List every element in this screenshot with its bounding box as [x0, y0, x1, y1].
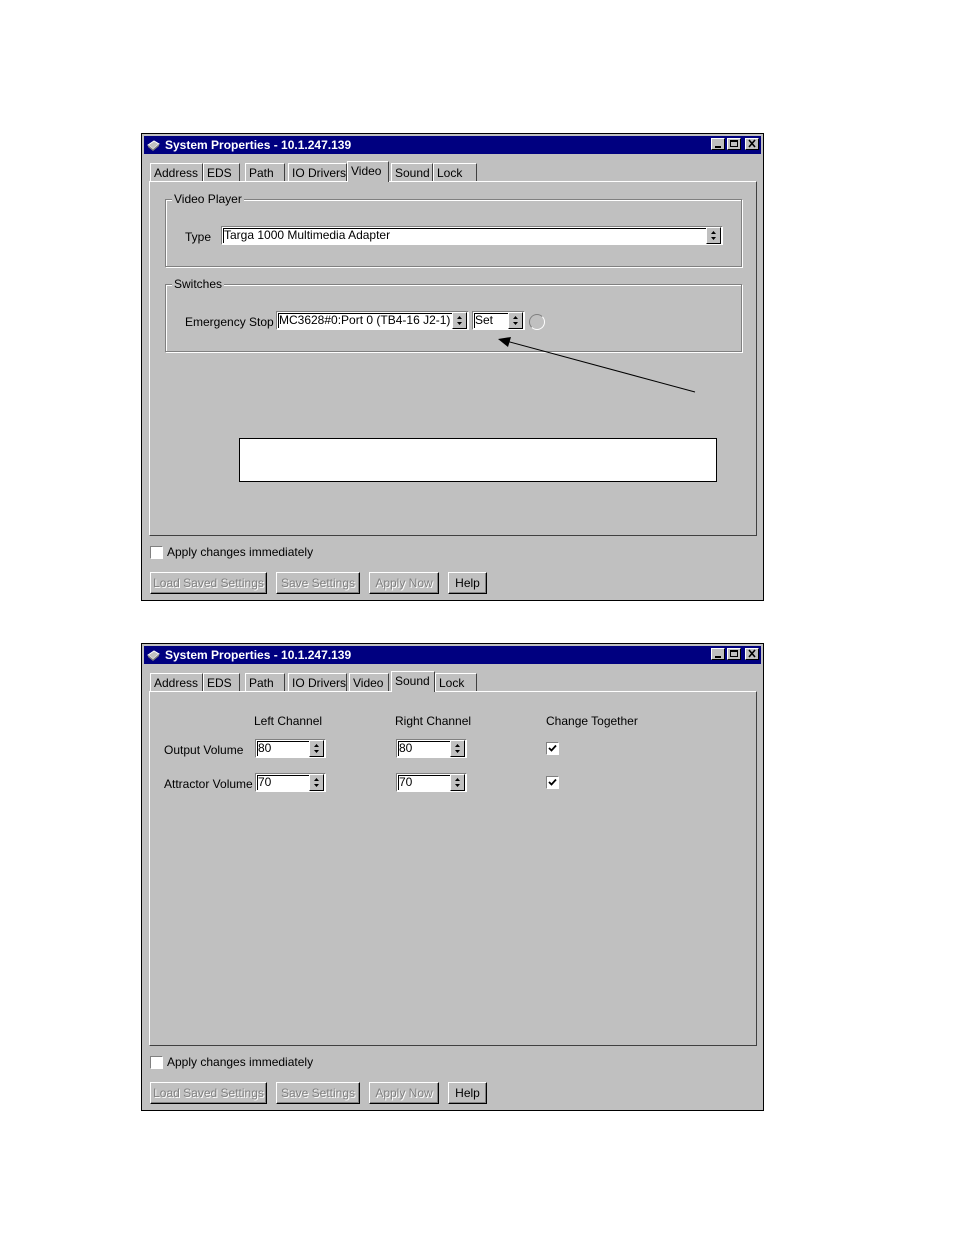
apply-immediately-label: Apply changes immediately: [167, 1055, 314, 1069]
switch-state-value: Set: [475, 313, 494, 327]
spin-arrows-icon: [451, 741, 464, 756]
close-button[interactable]: [745, 138, 759, 150]
apply-now-button[interactable]: Apply Now: [369, 1082, 439, 1104]
spin-arrows-icon: [451, 775, 464, 790]
tab-eds[interactable]: EDS: [203, 673, 240, 691]
maximize-button[interactable]: [727, 138, 741, 150]
close-icon: [746, 139, 758, 149]
maximize-button[interactable]: [727, 648, 741, 660]
close-icon: [746, 649, 758, 659]
maximize-icon: [728, 139, 740, 149]
apply-immediately-label: Apply changes immediately: [167, 545, 314, 559]
tab-sound[interactable]: Sound: [391, 671, 435, 692]
attractor-volume-right-value: 70: [399, 775, 413, 789]
change-together-header: Change Together: [546, 714, 638, 728]
system-properties-icon: [147, 649, 160, 661]
tab-address[interactable]: Address: [150, 673, 203, 691]
tab-io-drivers[interactable]: IO Drivers: [288, 163, 347, 181]
tab-path[interactable]: Path: [245, 163, 285, 181]
attractor-volume-change-together-checkbox[interactable]: [546, 776, 559, 789]
save-settings-button[interactable]: Save Settings: [276, 572, 360, 594]
load-saved-settings-button[interactable]: Load Saved Settings: [150, 572, 267, 594]
callout-arrow: [150, 182, 758, 537]
output-volume-change-together-checkbox[interactable]: [546, 742, 559, 755]
attractor-volume-right-input[interactable]: [396, 773, 467, 792]
tab-video[interactable]: Video: [347, 161, 389, 182]
system-properties-window-video: [141, 133, 764, 601]
attractor-volume-left-spin[interactable]: [309, 774, 324, 791]
tab-lock[interactable]: Lock: [435, 673, 477, 691]
left-channel-header: Left Channel: [254, 714, 323, 728]
spin-arrows-icon: [310, 741, 323, 756]
tab-address[interactable]: Address: [150, 163, 203, 181]
tab-lock[interactable]: Lock: [433, 163, 477, 181]
output-volume-left-input[interactable]: [255, 739, 326, 758]
type-label: Type: [185, 230, 212, 244]
checkmark-icon: [547, 743, 558, 754]
emergency-stop-value: MC3628#0:Port 0 (TB4-16 J2-1): [279, 313, 451, 327]
apply-immediately-checkbox[interactable]: [150, 1056, 163, 1069]
system-properties-window-sound: [141, 643, 764, 1111]
tab-eds[interactable]: EDS: [203, 163, 240, 181]
attractor-volume-left-input[interactable]: [255, 773, 326, 792]
attractor-volume-left-value: 70: [258, 775, 272, 789]
checkmark-icon: [547, 777, 558, 788]
output-volume-left-spin[interactable]: [309, 740, 324, 757]
video-player-group-label: Video Player: [174, 192, 242, 206]
help-button[interactable]: Help: [448, 1082, 487, 1104]
minimize-icon: [712, 139, 724, 149]
switches-group-label: Switches: [174, 277, 223, 291]
load-saved-settings-button[interactable]: Load Saved Settings: [150, 1082, 267, 1104]
output-volume-right-value: 80: [399, 741, 413, 755]
spin-arrows-icon: [310, 775, 323, 790]
callout-box: [239, 438, 717, 482]
tab-io-drivers[interactable]: IO Drivers: [288, 673, 347, 691]
tab-video[interactable]: Video: [349, 673, 389, 691]
tab-sound[interactable]: Sound: [391, 163, 433, 181]
tab-panel-video: [149, 181, 757, 536]
tab-path[interactable]: Path: [245, 673, 285, 691]
output-volume-label: Output Volume: [164, 743, 244, 757]
attractor-volume-label: Attractor Volume: [164, 777, 253, 791]
tab-panel-sound: [149, 691, 757, 1046]
emergency-stop-label: Emergency Stop: [185, 315, 274, 329]
close-button[interactable]: [745, 648, 759, 660]
help-button[interactable]: Help: [448, 572, 487, 594]
minimize-button[interactable]: [711, 648, 725, 660]
window-title: System Properties - 10.1.247.139: [165, 648, 352, 662]
maximize-icon: [728, 649, 740, 659]
apply-now-button[interactable]: Apply Now: [369, 572, 439, 594]
minimize-button[interactable]: [711, 138, 725, 150]
right-channel-header: Right Channel: [395, 714, 472, 728]
system-properties-icon: [147, 139, 160, 151]
title-bar[interactable]: [144, 646, 761, 664]
output-volume-left-value: 80: [258, 741, 272, 755]
title-bar[interactable]: [144, 136, 761, 154]
attractor-volume-right-spin[interactable]: [450, 774, 465, 791]
apply-immediately-checkbox[interactable]: [150, 546, 163, 559]
save-settings-button[interactable]: Save Settings: [276, 1082, 360, 1104]
minimize-icon: [712, 649, 724, 659]
output-volume-right-spin[interactable]: [450, 740, 465, 757]
video-type-value: Targa 1000 Multimedia Adapter: [224, 228, 391, 242]
window-title: System Properties - 10.1.247.139: [165, 138, 352, 152]
output-volume-right-input[interactable]: [396, 739, 467, 758]
